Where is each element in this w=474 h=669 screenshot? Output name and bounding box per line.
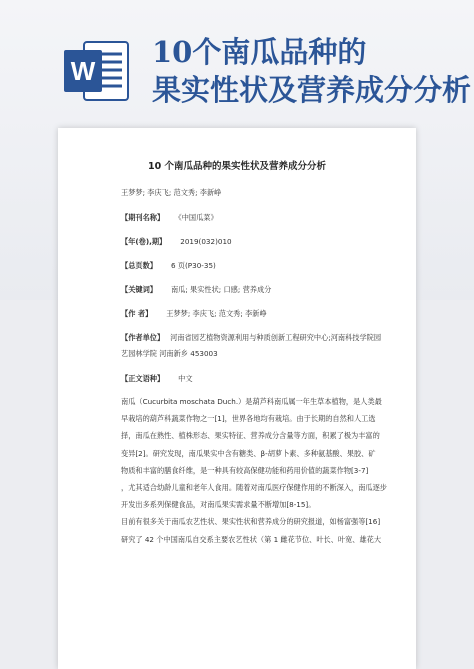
body-line: 择，南瓜在熟性、植株形态、果实特征、营养成分含量等方面，积累了极为丰富的 xyxy=(121,431,380,441)
meta-affiliation-cont xyxy=(121,349,218,359)
meta-language xyxy=(121,374,193,384)
meta-label: 【期刊名称】 xyxy=(121,213,165,222)
meta-value: 艺园林学院 河南新乡 453003 xyxy=(121,349,218,358)
meta-journal xyxy=(121,213,218,223)
meta-volume xyxy=(121,237,232,247)
meta-value: 6 页(P30-35) xyxy=(170,261,216,270)
meta-keywords xyxy=(121,285,271,295)
meta-label: 【年(卷),期】 xyxy=(121,237,167,246)
body-line: 研究了 42 个中国南瓜自交系主要农艺性状（第 1 雌花节位、叶长、叶宽、雄花大 xyxy=(121,534,382,544)
meta-value: 《中国瓜菜》 xyxy=(178,213,218,222)
document-page xyxy=(58,128,416,669)
author-line: 王梦梦; 李庆飞; 范文秀; 李新峥 xyxy=(121,188,222,197)
meta-value: 2019(032)010 xyxy=(180,237,232,246)
meta-value: 河南省园艺植物资源利用与种质创新工程研究中心;河南科技学院园 xyxy=(170,333,382,342)
body-line: ，尤其适合幼龄儿童和老年人食用。随着对南瓜医疗保健作用的不断深入，南瓜逐步 xyxy=(121,483,387,493)
banner-title-line2: 果实性状及营养成分分析 xyxy=(152,73,472,107)
word-icon-letter: W xyxy=(70,56,96,86)
meta-label: 【关键词】 xyxy=(121,285,157,294)
meta-value: 南瓜; 果实性状; 口感; 营养成分 xyxy=(170,285,272,294)
body-line: 物质和丰富的膳食纤维，是一种具有较高保健功能和药用价值的蔬菜作物[3-7] xyxy=(121,465,369,475)
meta-label: 【正文语种】 xyxy=(121,374,165,383)
word-doc-icon xyxy=(62,36,132,106)
document-title: 10 个南瓜品种的果实性状及营养成分分析 xyxy=(147,161,327,172)
body-paragraph xyxy=(121,393,411,548)
meta-affiliation xyxy=(121,333,381,343)
meta-value: 中文 xyxy=(178,374,193,383)
meta-value: 王梦梦; 李庆飞; 范文秀; 李新峥 xyxy=(166,309,267,318)
meta-authors xyxy=(121,309,267,319)
meta-label: 【作者单位】 xyxy=(121,333,165,342)
body-line: 开发出多系列保健食品，对南瓜果实需求量不断增加[8-15]。 xyxy=(121,500,316,510)
body-line: 目前有很多关于南瓜农艺性状、果实性状和营养成分的研究报道，如杨富强等[16] xyxy=(121,517,381,527)
banner-title-line1: 10个南瓜品种的 xyxy=(152,35,367,69)
meta-label: 【总页数】 xyxy=(121,261,157,270)
body-line: 早栽培的葫芦科蔬菜作物之一[1]，世界各地均有栽培。由于长期的自然和人工选 xyxy=(121,414,376,424)
banner-title xyxy=(152,33,474,109)
body-line: 南瓜（Cucurbita moschata Duch.）是葫芦科南瓜属一年生草本植物，是人类最 xyxy=(121,397,382,406)
meta-label: 【作 者】 xyxy=(121,309,153,318)
meta-pages xyxy=(121,261,216,271)
body-line: 变异[2]。研究发现，南瓜果实中含有糖类、β-胡萝卜素、多种氨基酸、果胶、矿 xyxy=(121,448,376,458)
